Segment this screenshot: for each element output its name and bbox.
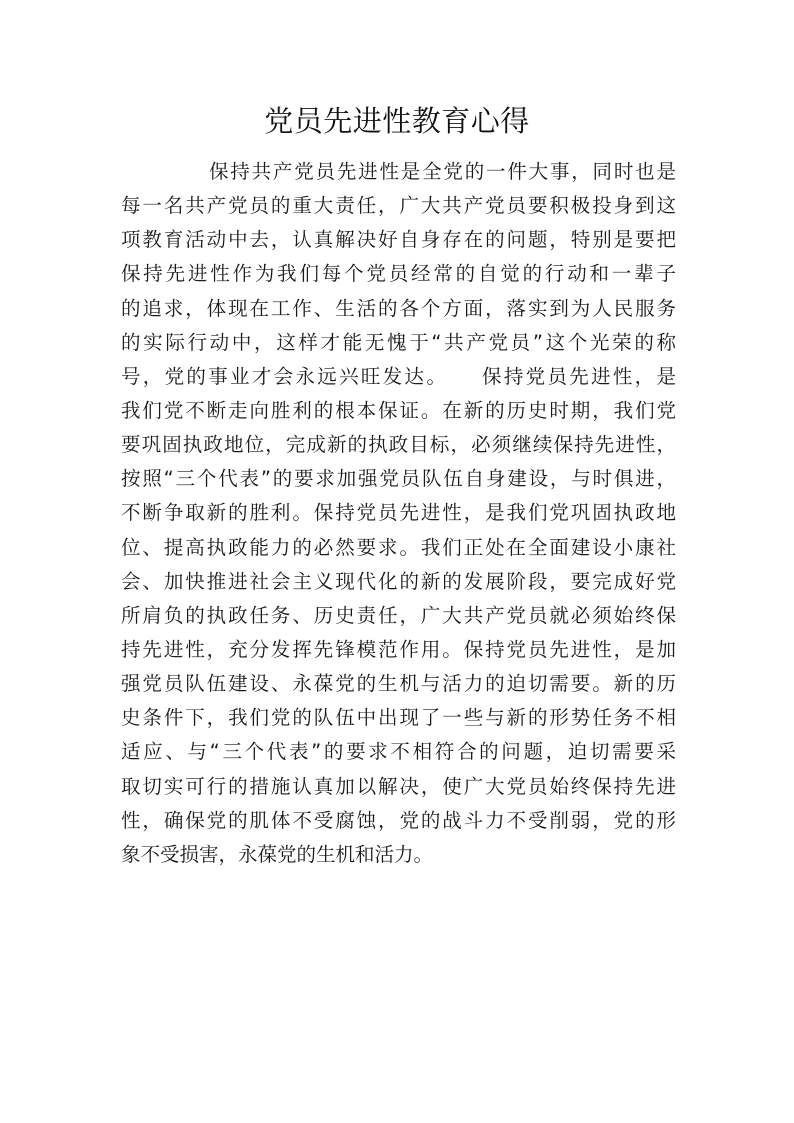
body-line: 的追求，体现在工作、生活的各个方面，落实到为人民服务 xyxy=(121,296,676,320)
body-line: 位、提高执政能力的必然要求。我们正处在全面建设小康社 xyxy=(121,535,676,559)
body-line: 保持先进性作为我们每个党员经常的自觉的行动和一辈子 xyxy=(121,262,676,286)
document-body xyxy=(121,155,676,872)
body-line: 项教育活动中去，认真解决好自身存在的问题，特别是要把 xyxy=(121,228,676,252)
body-line: 号，党的事业才会永远兴旺发达。 保持党员先进性，是 xyxy=(121,364,676,388)
body-line: 不断争取新的胜利。保持党员先进性，是我们党巩固执政地 xyxy=(121,501,676,525)
document-title: 党员先进性教育心得 xyxy=(264,104,530,138)
body-line: 性，确保党的肌体不受腐蚀，党的战斗力不受削弱，党的形 xyxy=(121,808,676,832)
body-line: 持先进性，充分发挥先锋模范作用。保持党员先进性，是加 xyxy=(121,637,676,661)
body-line: 取切实可行的措施认真加以解决，使广大党员始终保持先进 xyxy=(121,774,676,798)
body-line: 保持共产党员先进性是全党的一件大事，同时也是 xyxy=(209,160,676,183)
body-line: 要巩固执政地位，完成新的执政目标，必须继续保持先进性， xyxy=(121,433,676,457)
body-line: 我们党不断走向胜利的根本保证。在新的历史时期，我们党 xyxy=(121,398,676,422)
body-line: 强党员队伍建设、永葆党的生机与活力的迫切需要。新的历 xyxy=(121,672,676,696)
body-line: 每一名共产党员的重大责任，广大共产党员要积极投身到这 xyxy=(121,194,676,218)
body-line: 史条件下，我们党的队伍中出现了一些与新的形势任务不相 xyxy=(121,706,676,730)
body-line: 象不受损害，永葆党的生机和活力。 xyxy=(121,842,434,866)
body-line: 按照“三个代表”的要求加强党员队伍自身建设，与时俱进， xyxy=(121,467,676,491)
body-line: 适应、与“三个代表”的要求不相符合的问题，迫切需要采 xyxy=(121,740,676,764)
body-line: 的实际行动中，这样才能无愧于“共产党员”这个光荣的称 xyxy=(121,330,676,354)
body-line: 所肩负的执政任务、历史责任，广大共产党员就必须始终保 xyxy=(121,603,676,627)
body-line: 会、加快推进社会主义现代化的新的发展阶段，要完成好党 xyxy=(121,569,676,593)
